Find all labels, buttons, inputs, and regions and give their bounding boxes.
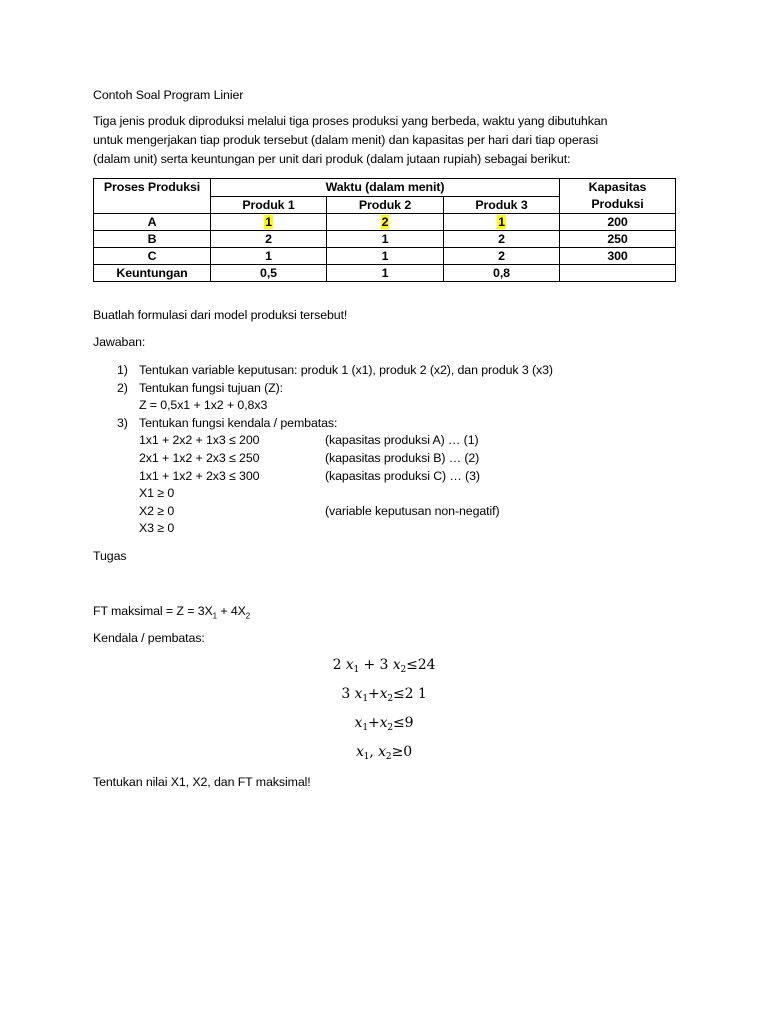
- header-kapasitas: [560, 179, 676, 214]
- operator: ≤: [406, 657, 418, 673]
- variable: x: [354, 686, 363, 702]
- table-row: [94, 214, 676, 231]
- intro-line: (dalam unit) serta keuntungan per unit dari produk (dalam jutaan rupiah) sebagai berikut:: [93, 152, 571, 166]
- table-cell: 1: [327, 231, 444, 248]
- highlighted-value: 1: [265, 215, 272, 229]
- table-cell: 300: [560, 248, 676, 265]
- table-cell: 1: [211, 248, 327, 265]
- variable: x: [354, 715, 363, 731]
- objective-function: [93, 604, 250, 620]
- table-cell: [444, 214, 560, 231]
- subscript: 2: [400, 665, 407, 675]
- table-cell: 2: [444, 231, 560, 248]
- highlighted-value: 1: [498, 215, 505, 229]
- table-cell: 1: [327, 248, 444, 265]
- table-cell: 0,5: [211, 265, 327, 282]
- math-constraint-2: [341, 686, 426, 704]
- coefficient: 2: [332, 657, 342, 673]
- row-name: C: [94, 248, 211, 265]
- subscript: 2: [385, 752, 392, 762]
- constraint: 1x1 + 1x2 + 2x3 ≤ 300: [139, 469, 260, 483]
- table-cell: 200: [560, 214, 676, 231]
- table-cell: [327, 214, 444, 231]
- variable: x: [379, 715, 388, 731]
- table-row: [94, 265, 676, 282]
- row-name: Keuntungan: [94, 265, 211, 282]
- ft-subscript: 1: [212, 611, 218, 621]
- subscript: 2: [387, 723, 394, 733]
- table-cell: [560, 265, 676, 282]
- separator: ,: [369, 744, 374, 760]
- header-produk-3: Produk 3: [444, 196, 560, 214]
- kendala-label: Kendala / pembatas:: [93, 631, 205, 645]
- non-negative-constraint: X3 ≥ 0: [139, 521, 175, 535]
- step-number: 1): [117, 363, 128, 377]
- operator: ≤: [393, 715, 405, 731]
- non-negative-constraint: X1 ≥ 0: [139, 486, 175, 500]
- operator: ≥: [391, 744, 404, 760]
- header-waktu: Waktu (dalam menit): [211, 179, 560, 197]
- header-kapasitas-line: Kapasitas: [588, 180, 647, 194]
- coefficient: 3: [341, 686, 351, 702]
- subscript: 2: [387, 694, 394, 704]
- row-name: A: [94, 214, 211, 231]
- table-cell: 1: [327, 265, 444, 282]
- constant: 9: [404, 715, 414, 731]
- tugas-label: Tugas: [93, 549, 127, 563]
- ft-subscript: 2: [245, 611, 251, 621]
- answer-label: Jawaban:: [93, 335, 146, 349]
- variable: x: [345, 657, 354, 673]
- intro-line: untuk mengerjakan tiap produk tersebut (dalam menit) dan kapasitas per hari dari tiap operasi: [93, 133, 599, 147]
- final-question: Tentukan nilai X1, X2, dan FT maksimal!: [93, 775, 311, 789]
- ft-mid: + 4X: [217, 604, 246, 618]
- constraint-note: (kapasitas produksi C) … (3): [325, 469, 480, 483]
- subscript: 1: [353, 665, 360, 675]
- header-produk-1: Produk 1: [211, 196, 327, 214]
- step-number: 2): [117, 381, 128, 395]
- table-cell: 2: [444, 248, 560, 265]
- operator: +: [367, 715, 380, 731]
- subscript: 1: [362, 723, 368, 733]
- table-row: [94, 231, 676, 248]
- constraint: 2x1 + 1x2 + 2x3 ≤ 250: [139, 451, 260, 465]
- step-text: Tentukan variable keputusan: produk 1 (x1), produk 2 (x2), dan produk 3 (x3): [139, 363, 553, 377]
- subscript: 1: [362, 694, 368, 704]
- variable: x: [355, 744, 364, 760]
- step-text: Tentukan fungsi tujuan (Z):: [139, 381, 284, 395]
- subscript: 1: [363, 752, 370, 762]
- intro-line: Tiga jenis produk diproduksi melalui tiga proses produksi yang berbeda, waktu yang dibutuhkan: [93, 114, 608, 128]
- table-cell: 0,8: [444, 265, 560, 282]
- variable: x: [378, 744, 386, 760]
- constraint: 1x1 + 2x2 + 1x3 ≤ 200: [139, 433, 260, 447]
- highlighted-value: 2: [381, 215, 389, 229]
- header-proses: Proses Produksi: [94, 179, 211, 214]
- table-cell: [211, 214, 327, 231]
- variable: x: [392, 657, 401, 673]
- constant: 2 1: [404, 686, 427, 702]
- row-name: B: [94, 231, 211, 248]
- coefficient: 3: [379, 657, 389, 673]
- question-text: Buatlah formulasi dari model produksi tersebut!: [93, 308, 348, 322]
- math-constraint-4: [356, 744, 412, 762]
- ft-lead: FT maksimal = Z = 3X: [93, 604, 213, 618]
- math-constraint-1: [333, 657, 436, 675]
- table-cell: 2: [211, 231, 327, 248]
- production-table: [93, 178, 676, 282]
- constant: 24: [417, 657, 436, 673]
- math-constraint-3: [355, 715, 414, 733]
- constraint-note: (variable keputusan non-negatif): [325, 504, 500, 518]
- operator: ≤: [393, 686, 405, 702]
- variable: x: [379, 686, 388, 702]
- constraint-note: (kapasitas produksi A) … (1): [325, 433, 479, 447]
- table-header-row: [94, 179, 676, 197]
- step-number: 3): [117, 416, 128, 430]
- table-row: [94, 248, 676, 265]
- header-kapasitas-line: Produksi: [591, 197, 644, 211]
- operator: +: [367, 686, 380, 702]
- operator: +: [363, 657, 376, 673]
- document-title: Contoh Soal Program Linier: [93, 88, 244, 102]
- step-text: Tentukan fungsi kendala / pembatas:: [139, 416, 338, 430]
- header-produk-2: Produk 2: [327, 196, 444, 214]
- constant: 0: [403, 744, 413, 760]
- objective-equation: Z = 0,5x1 + 1x2 + 0,8x3: [139, 398, 268, 412]
- non-negative-constraint: X2 ≥ 0: [139, 504, 175, 518]
- table-cell: 250: [560, 231, 676, 248]
- constraint-note: (kapasitas produksi B) … (2): [325, 451, 480, 465]
